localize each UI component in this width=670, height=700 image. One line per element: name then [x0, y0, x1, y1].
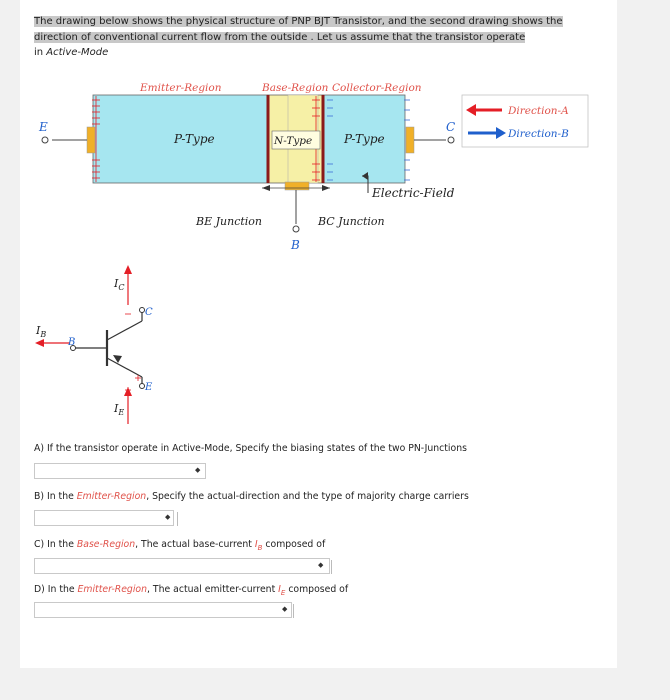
- answer-d-select[interactable]: [34, 602, 292, 618]
- collector-terminal-label: C: [446, 120, 456, 134]
- select-divider: [177, 512, 178, 526]
- base-terminal[interactable]: [293, 226, 299, 232]
- ie-label: $I_E$: [114, 402, 125, 417]
- intro-line-1: The drawing below shows the physical structure of PNP BJT Transistor, and the second drawing shows the: [34, 16, 563, 27]
- select-arrow-icon: ◆: [165, 513, 171, 521]
- select-arrow-icon: ◆: [195, 466, 201, 474]
- depletion-arrow-right: [322, 185, 330, 191]
- p-type-right-label: P-Type: [344, 132, 385, 146]
- collector-contact: [406, 127, 414, 153]
- intro-line-2: direction of conventional current flow from the outside . Let us assume that the transistor operate: [34, 31, 526, 43]
- ic-label: $I_C$: [114, 277, 125, 292]
- base-region-label: Base-Region: [262, 82, 329, 94]
- base-terminal-label: B: [291, 238, 300, 252]
- emitter-contact: [87, 127, 95, 153]
- select-divider: [293, 604, 294, 618]
- ic-arrow-icon: [124, 265, 132, 274]
- ib-label: $I_B$: [36, 324, 47, 339]
- collector-pin-label: C: [145, 307, 153, 318]
- emitter-region-label: Emitter-Region: [140, 82, 222, 94]
- collector-terminal[interactable]: [448, 137, 454, 143]
- emitter-pin-label: E: [145, 382, 153, 393]
- answer-b-select[interactable]: [34, 510, 174, 526]
- select-divider: [331, 560, 332, 574]
- question-b: B) In the Emitter-Region, Specify the actual-direction and the type of majority charge carriers: [34, 491, 469, 502]
- question-d: D) In the Emitter-Region, The actual emitter-current $I_E$ composed of: [34, 584, 349, 597]
- emitter-terminal-label: E: [39, 120, 48, 134]
- base-pin-label: B: [68, 337, 76, 348]
- ib-arrow-icon: [35, 339, 44, 347]
- transistor-collector-terminal[interactable]: [140, 308, 145, 313]
- direction-b-label: Direction-B: [508, 128, 569, 140]
- question-c: C) In the Base-Region, The actual base-current $I_B$ composed of: [34, 539, 326, 552]
- emitter-terminal[interactable]: [42, 137, 48, 143]
- base-contact: [285, 182, 309, 190]
- pnp-transistor-symbol: [35, 265, 153, 424]
- p-type-left-label: P-Type: [174, 132, 215, 146]
- select-arrow-icon: ◆: [282, 605, 288, 613]
- question-a: A) If the transistor operate in Active-Mode, Specify the biasing states of the two PN-Junctions: [34, 443, 467, 454]
- select-arrow-icon: ◆: [318, 561, 324, 569]
- answer-c-select[interactable]: [34, 558, 330, 574]
- be-junction-label: BE Junction: [196, 215, 262, 228]
- transistor-emitter-terminal[interactable]: [140, 384, 145, 389]
- depletion-arrow-left: [262, 185, 270, 191]
- intro-line-3-mode: Active-Mode: [46, 47, 109, 58]
- direction-a-label: Direction-A: [508, 105, 569, 117]
- bc-junction-label: BC Junction: [318, 215, 385, 228]
- intro-line-3-prefix: in: [34, 47, 47, 58]
- answer-a-select[interactable]: [34, 463, 206, 479]
- electric-field-label: Electric-Field: [372, 186, 455, 200]
- n-type-label: N-Type: [274, 135, 313, 147]
- collector-region-label: Collector-Region: [332, 82, 422, 94]
